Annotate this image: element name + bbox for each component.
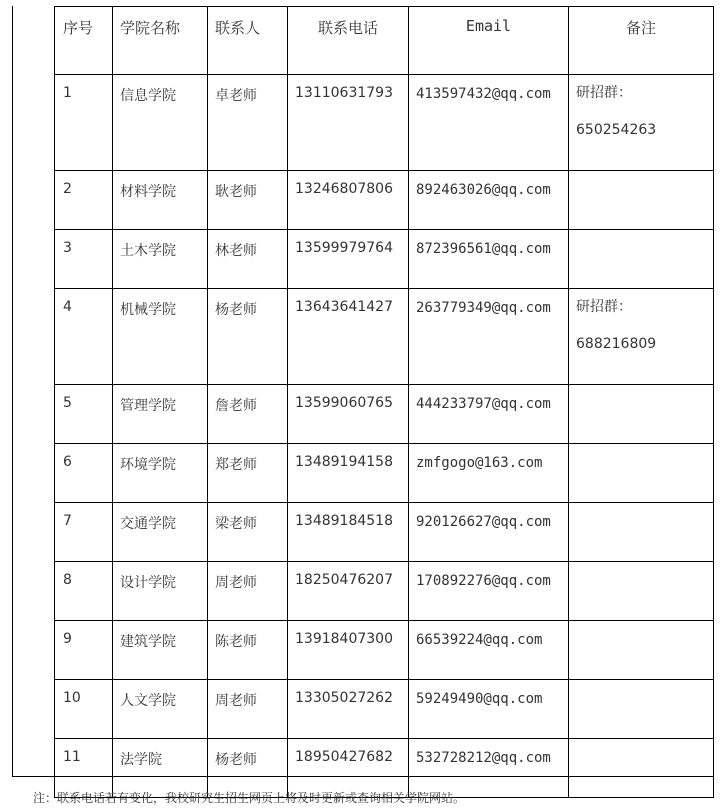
row-phone[interactable]: 13246807806 xyxy=(288,171,409,230)
row-phone[interactable]: 13110631793 xyxy=(288,75,409,171)
table-row xyxy=(55,289,714,385)
left-border-line xyxy=(12,6,13,776)
row-phone[interactable]: 13918407300 xyxy=(288,621,409,680)
row-email[interactable]: 872396561@qq.com xyxy=(409,230,569,289)
row-college: 法学院 xyxy=(113,739,208,798)
row-email[interactable]: 532728212@qq.com xyxy=(409,739,569,798)
row-contact: 林老师 xyxy=(208,230,288,289)
row-index: 4 xyxy=(55,289,113,385)
row-email[interactable]: 263779349@qq.com xyxy=(409,289,569,385)
row-college: 人文学院 xyxy=(113,680,208,739)
row-note xyxy=(569,75,714,171)
row-note xyxy=(569,503,714,562)
table-row xyxy=(55,230,714,289)
table-row xyxy=(55,171,714,230)
row-contact: 耿老师 xyxy=(208,171,288,230)
row-phone[interactable]: 13489194158 xyxy=(288,444,409,503)
row-phone[interactable]: 13599060765 xyxy=(288,385,409,444)
row-note xyxy=(569,621,714,680)
header-note: 备注 xyxy=(569,7,714,75)
row-college: 管理学院 xyxy=(113,385,208,444)
row-index: 11 xyxy=(55,739,113,798)
row-note xyxy=(569,562,714,621)
row-email[interactable]: 892463026@qq.com xyxy=(409,171,569,230)
row-contact: 陈老师 xyxy=(208,621,288,680)
header-email: Email xyxy=(409,7,569,75)
row-index: 1 xyxy=(55,75,113,171)
row-phone[interactable]: 18250476207 xyxy=(288,562,409,621)
header-phone: 联系电话 xyxy=(288,7,409,75)
row-note xyxy=(569,739,714,798)
header-college: 学院名称 xyxy=(113,7,208,75)
row-index: 3 xyxy=(55,230,113,289)
row-index: 5 xyxy=(55,385,113,444)
row-index: 10 xyxy=(55,680,113,739)
row-contact: 卓老师 xyxy=(208,75,288,171)
row-college: 设计学院 xyxy=(113,562,208,621)
row-college: 信息学院 xyxy=(113,75,208,171)
table-row xyxy=(55,75,714,171)
note-group-number: 688216809 xyxy=(576,336,657,352)
row-phone[interactable]: 13643641427 xyxy=(288,289,409,385)
table-row xyxy=(55,444,714,503)
row-contact: 杨老师 xyxy=(208,739,288,798)
table-row xyxy=(55,562,714,621)
row-note xyxy=(569,289,714,385)
row-note xyxy=(569,385,714,444)
row-phone[interactable]: 13305027262 xyxy=(288,680,409,739)
table-row xyxy=(55,503,714,562)
bottom-rule xyxy=(12,776,713,777)
row-index: 8 xyxy=(55,562,113,621)
row-note xyxy=(569,230,714,289)
row-email[interactable]: zmfgogo@163.com xyxy=(409,444,569,503)
note-label: 研招群： xyxy=(576,299,632,315)
row-index: 9 xyxy=(55,621,113,680)
header-index: 序号 xyxy=(55,7,113,75)
row-note xyxy=(569,171,714,230)
row-email[interactable]: 59249490@qq.com xyxy=(409,680,569,739)
row-note xyxy=(569,680,714,739)
row-contact: 郑老师 xyxy=(208,444,288,503)
row-college: 机械学院 xyxy=(113,289,208,385)
row-college: 环境学院 xyxy=(113,444,208,503)
row-phone[interactable]: 13489184518 xyxy=(288,503,409,562)
table-row xyxy=(55,621,714,680)
row-phone[interactable]: 18950427682 xyxy=(288,739,409,798)
note-label: 研招群： xyxy=(576,85,632,101)
table-row xyxy=(55,680,714,739)
footnote: 注：联系电话若有变化，我校研究生招生网页上将及时更新或查询相关学院网站。 xyxy=(33,791,466,805)
row-college: 土木学院 xyxy=(113,230,208,289)
row-email[interactable]: 444233797@qq.com xyxy=(409,385,569,444)
row-college: 建筑学院 xyxy=(113,621,208,680)
row-email[interactable]: 66539224@qq.com xyxy=(409,621,569,680)
row-college: 交通学院 xyxy=(113,503,208,562)
contact-table xyxy=(54,6,714,798)
header-contact: 联系人 xyxy=(208,7,288,75)
row-email[interactable]: 920126627@qq.com xyxy=(409,503,569,562)
row-email[interactable]: 413597432@qq.com xyxy=(409,75,569,171)
row-index: 6 xyxy=(55,444,113,503)
table-row xyxy=(55,385,714,444)
row-contact: 詹老师 xyxy=(208,385,288,444)
row-contact: 杨老师 xyxy=(208,289,288,385)
row-note xyxy=(569,444,714,503)
row-phone[interactable]: 13599979764 xyxy=(288,230,409,289)
row-contact: 梁老师 xyxy=(208,503,288,562)
row-index: 7 xyxy=(55,503,113,562)
row-email[interactable]: 170892276@qq.com xyxy=(409,562,569,621)
row-contact: 周老师 xyxy=(208,562,288,621)
table-header-row xyxy=(55,7,714,75)
row-contact: 周老师 xyxy=(208,680,288,739)
note-group-number: 650254263 xyxy=(576,122,657,138)
row-college: 材料学院 xyxy=(113,171,208,230)
row-index: 2 xyxy=(55,171,113,230)
